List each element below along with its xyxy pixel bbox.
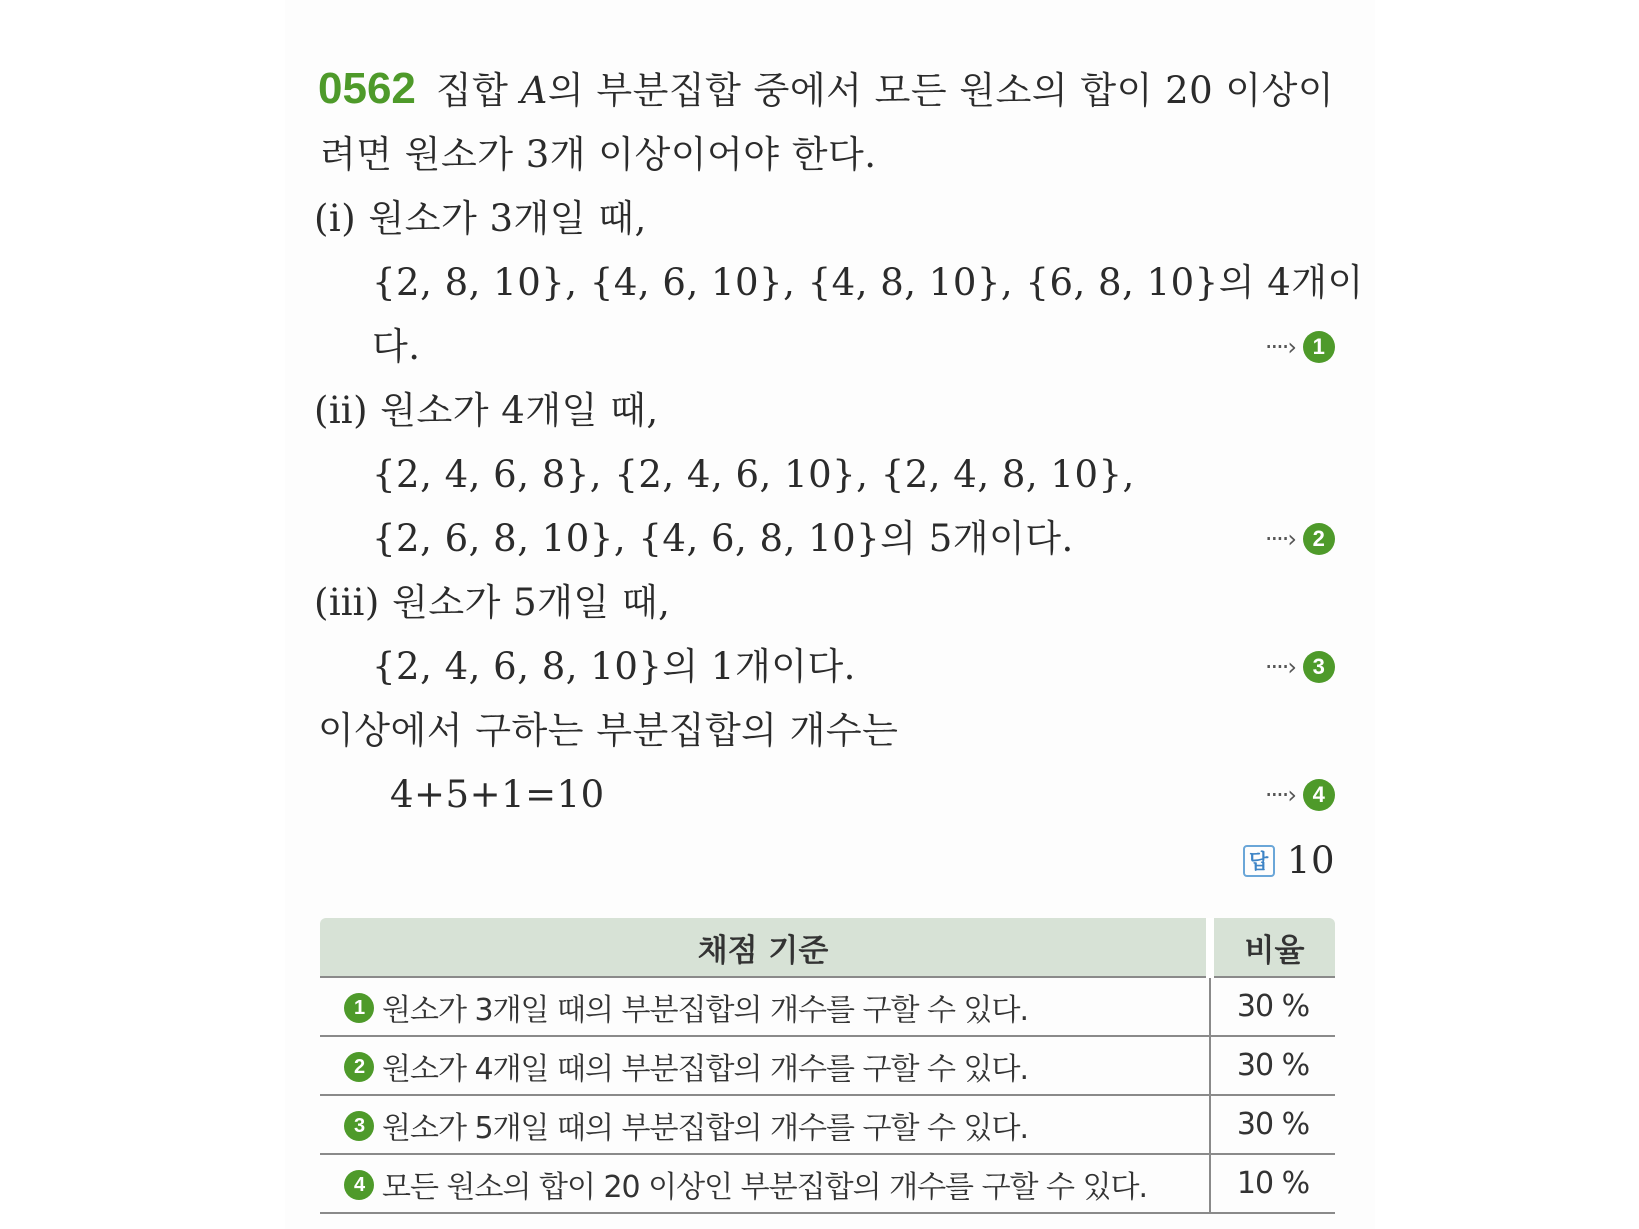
table-row — [320, 1154, 1335, 1213]
rubric-header-ratio: 비율 — [1210, 918, 1335, 977]
step-marker-4 — [1265, 772, 1335, 818]
step-marker-2 — [1265, 516, 1335, 562]
case-1-line-2-text: 다. — [372, 325, 421, 368]
circled-number-icon: 4 — [1303, 779, 1335, 811]
case-2-line-2 — [372, 516, 1335, 562]
circled-number-icon: 1 — [1303, 331, 1335, 363]
rubric-ratio-cell: 10 % — [1210, 1154, 1335, 1213]
circled-number-icon: 4 — [344, 1170, 374, 1200]
intro-line-1 — [318, 66, 1334, 114]
case-3-line-1-text: {2, 4, 6, 8, 10}의 1개이다. — [372, 645, 856, 688]
circled-number-icon: 2 — [344, 1052, 374, 1082]
intro-text-a: 집합 — [435, 69, 521, 112]
rubric-criteria-cell — [320, 1154, 1210, 1213]
answer-value: 10 — [1286, 839, 1335, 882]
rubric-header-row — [320, 918, 1335, 977]
circled-number-icon: 3 — [344, 1111, 374, 1141]
answer — [1243, 838, 1335, 884]
conclusion-text: 이상에서 구하는 부분집합의 개수는 — [318, 709, 899, 752]
answer-icon: 답 — [1243, 845, 1275, 877]
circled-number-icon: 2 — [1303, 523, 1335, 555]
rubric-ratio-cell: 30 % — [1210, 1095, 1335, 1154]
intro-text-b: 의 부분집합 중에서 모든 원소의 합이 20 이상이 — [547, 69, 1335, 112]
case-2-line-2-text: {2, 6, 8, 10}, {4, 6, 8, 10}의 5개이다. — [372, 517, 1074, 560]
rubric-ratio-cell: 30 % — [1210, 977, 1335, 1036]
case-1-label: (ⅰ) 원소가 3개일 때, — [314, 197, 647, 240]
rubric-criteria-text: 원소가 3개일 때의 부분집합의 개수를 구할 수 있다. — [382, 992, 1028, 1028]
case-1-line-2 — [372, 324, 1335, 370]
rubric-criteria-text: 원소가 5개일 때의 부분집합의 개수를 구할 수 있다. — [382, 1110, 1028, 1146]
answer-line — [372, 838, 1335, 884]
dotted-arrow-icon: ····› — [1264, 781, 1295, 809]
problem-number: 0562 — [318, 64, 416, 113]
dotted-arrow-icon: ····› — [1264, 333, 1295, 361]
table-row — [320, 1036, 1335, 1095]
rubric-criteria-cell — [320, 977, 1210, 1036]
circled-number-icon: 3 — [1303, 651, 1335, 683]
rubric-criteria-cell — [320, 1036, 1210, 1095]
set-variable: A — [520, 69, 548, 112]
case-1-line-1: {2, 8, 10}, {4, 6, 10}, {4, 8, 10}, {6, 8, 10}의 4개이 — [372, 261, 1364, 304]
rubric-header-criteria: 채점 기준 — [320, 918, 1210, 977]
table-row — [320, 977, 1335, 1036]
table-row — [320, 1095, 1335, 1154]
step-marker-3 — [1265, 644, 1335, 690]
dotted-arrow-icon: ····› — [1264, 653, 1295, 681]
case-3-line-1 — [372, 644, 1335, 690]
case-2-line-1: {2, 4, 6, 8}, {2, 4, 6, 10}, {2, 4, 8, 10}, — [372, 453, 1135, 496]
rubric-criteria-text: 원소가 4개일 때의 부분집합의 개수를 구할 수 있다. — [382, 1051, 1028, 1087]
conclusion-equation-line — [390, 772, 1335, 818]
grading-rubric-table — [320, 918, 1335, 1214]
conclusion-equation: 4+5+1=10 — [390, 773, 605, 816]
case-3-label: (ⅲ) 원소가 5개일 때, — [314, 581, 671, 624]
rubric-ratio-cell: 30 % — [1210, 1036, 1335, 1095]
intro-line-2: 려면 원소가 3개 이상이어야 한다. — [320, 133, 877, 176]
circled-number-icon: 1 — [344, 993, 374, 1023]
case-2-label: (ⅱ) 원소가 4개일 때, — [314, 389, 659, 432]
rubric-criteria-cell — [320, 1095, 1210, 1154]
dotted-arrow-icon: ····› — [1264, 525, 1295, 553]
step-marker-1 — [1265, 324, 1335, 370]
rubric-criteria-text: 모든 원소의 합이 20 이상인 부분집합의 개수를 구할 수 있다. — [382, 1169, 1148, 1205]
